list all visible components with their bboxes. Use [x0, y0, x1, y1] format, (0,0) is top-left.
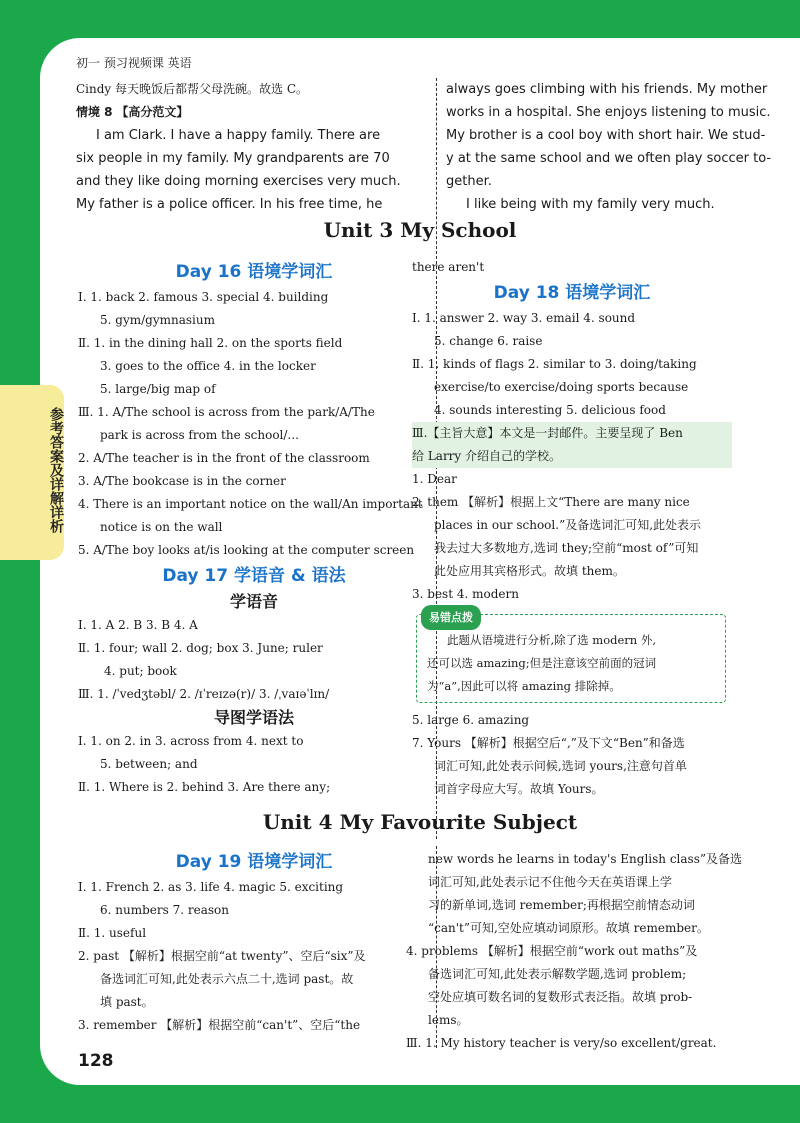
answer-line: Ⅲ. 1. My history teacher is very/so excellent/great. [406, 1036, 717, 1050]
answer-line: 空处应填可数名词的复数形式表泛指。故填 prob- [428, 990, 693, 1004]
tip-box [416, 611, 726, 703]
answer-line: Ⅱ. 1. Where is 2. behind 3. Are there any; [78, 780, 331, 794]
unit3-left-column [78, 258, 430, 799]
essay-line: I am Clark. I have a happy family. There are [96, 128, 381, 143]
answer-line: Ⅰ. 1. on 2. in 3. across from 4. next to [78, 734, 304, 748]
top-right-column [446, 78, 776, 216]
answer-line: 此处应用其宾格形式。故填 them。 [434, 564, 625, 578]
answer-line: Ⅰ. 1. back 2. famous 3. special 4. building [78, 290, 329, 304]
essay-line: I like being with my family very much. [466, 197, 715, 212]
answer-line: 4. put; book [104, 664, 177, 678]
unit-4-title: Unit 4 My Favourite Subject [262, 810, 578, 834]
answer-line: Ⅲ. 1. A/The school is across from the park/A/The [78, 405, 375, 419]
answer-line: 1. Dear [412, 472, 457, 486]
top-left-column [76, 78, 428, 216]
unit3-right-column [412, 256, 732, 801]
answer-line: Ⅰ. 1. French 2. as 3. life 4. magic 5. exciting [78, 880, 344, 894]
answer-line: 5. large/big map of [100, 382, 216, 396]
answer-line: Ⅰ. 1. answer 2. way 3. email 4. sound [412, 311, 636, 325]
phonics-subtitle: 学语音 [229, 592, 278, 611]
answer-line: Ⅱ. 1. four; wall 2. dog; box 3. June; ruler [78, 641, 323, 655]
running-header: 初一 预习视频课 英语 [76, 56, 192, 70]
answer-line: 词汇可知,此处表示记不住他今天在英语课上学 [428, 875, 672, 889]
answer-line: new words he learns in today's English class”及备选 [428, 852, 743, 866]
answer-line: 5. large 6. amazing [412, 713, 530, 727]
grammar-subtitle: 导图学语法 [213, 708, 294, 727]
answer-line: “can't”可知,空处应填动词原形。故填 remember。 [428, 921, 709, 935]
answer-line: 习的新单词,选词 remember;再根据空前情态动词 [428, 898, 695, 912]
essay-line: six people in my family. My grandparents are 70 [76, 151, 390, 166]
answer-line: 4. There is an important notice on the wall/An important [78, 497, 423, 511]
answer-line: Ⅱ. 1. kinds of flags 2. similar to 3. doing/taking [412, 357, 697, 371]
answer-line: 3. A/The bookcase is in the corner [78, 474, 286, 488]
essay-line: y at the same school and we often play soccer to- [446, 151, 772, 166]
day-19-title: Day 19 语境学词汇 [175, 852, 333, 872]
tip-line: 还可以选 amazing;但是注意该空前面的冠词 [427, 656, 657, 670]
answer-line: 5. between; and [100, 757, 198, 771]
essay-line: My brother is a cool boy with short hair. We stud- [446, 128, 766, 143]
answer-line: 词汇可知,此处表示问候,选词 yours,注意句首单 [434, 759, 687, 773]
essay-line: My father is a police officer. In his free time, he [76, 197, 383, 212]
tip-badge: 易错点拨 [421, 605, 481, 630]
answer-line: 6. numbers 7. reason [100, 903, 229, 917]
answer-line: 5. gym/gymnasium [100, 313, 215, 327]
answer-line: Ⅰ. 1. A 2. B 3. B 4. A [78, 618, 198, 632]
main-idea-line: 给 Larry 介绍自己的学校。 [412, 445, 732, 468]
answer-line: 7. Yours 【解析】根据空后“,”及下文“Ben”和备选 [412, 736, 685, 750]
tip-line: 此题从语境进行分析,除了选 modern 外, [447, 633, 657, 647]
scenario-heading [76, 101, 428, 124]
answer-line: 3. best 4. modern [412, 587, 519, 601]
tip-line: 为“a”,因此可以将 amazing 排除掉。 [427, 679, 621, 693]
main-idea-line: Ⅲ.【主旨大意】本文是一封邮件。主要呈现了 Ben [412, 422, 732, 445]
answer-line: there aren't [412, 260, 485, 274]
text-line: Cindy 每天晚饭后都帮父母洗碗。故选 C。 [76, 82, 309, 96]
answer-line: 2. them 【解析】根据上文“There are many nice [412, 495, 690, 509]
answer-line: places in our school.”及备选词汇可知,此处表示 [434, 518, 702, 532]
answer-line: notice is on the wall [100, 520, 223, 534]
unit4-right-column [406, 848, 743, 1055]
day-18-title: Day 18 语境学词汇 [493, 283, 651, 303]
answer-line: 3. remember 【解析】根据空前“can't”、空后“the [78, 1018, 361, 1032]
answer-line: Ⅱ. 1. useful [78, 926, 147, 940]
answer-line: 备选词汇可知,此处表示六点二十,选词 past。故 [100, 972, 354, 986]
side-tab-label: 参考答案及详解详析 [0, 385, 64, 560]
essay-line: works in a hospital. She enjoys listening to music. [446, 105, 771, 120]
answer-line: 2. A/The teacher is in the front of the classroom [78, 451, 370, 465]
answer-line: Ⅲ. 1. /ˈvedʒtəbl/ 2. /ɪˈreɪzə(r)/ 3. /ˌvaɪəˈlɪn/ [78, 687, 330, 701]
answer-line: 5. change 6. raise [434, 334, 543, 348]
scenario-label: 情境 8 [76, 105, 113, 119]
page-number: 128 [78, 1051, 114, 1071]
answer-line: 我去过大多数地方,选词 they;空前“most of”可知 [434, 541, 699, 555]
day-17-title: Day 17 学语音 & 语法 [162, 566, 346, 586]
scenario-tag: 【高分范文】 [116, 105, 189, 119]
answer-line: 4. sounds interesting 5. delicious food [434, 403, 666, 417]
essay-line: and they like doing morning exercises very much. [76, 174, 401, 189]
answer-line: 填 past。 [100, 995, 154, 1009]
answer-line: Ⅱ. 1. in the dining hall 2. on the sports field [78, 336, 343, 350]
essay-line: gether. [446, 174, 492, 189]
day-16-title: Day 16 语境学词汇 [175, 262, 333, 282]
answer-line: 词首字母应大写。故填 Yours。 [434, 782, 604, 796]
answer-line: 备选词汇可知,此处表示解数学题,选词 problem; [428, 967, 687, 981]
answer-line: 5. A/The boy looks at/is looking at the computer screen [78, 543, 415, 557]
answer-line: 3. goes to the office 4. in the locker [100, 359, 316, 373]
answer-line: 2. past 【解析】根据空前“at twenty”、空后“six”及 [78, 949, 366, 963]
answer-line: 4. problems 【解析】根据空前“work out maths”及 [406, 944, 698, 958]
unit4-left-column [78, 848, 430, 1037]
answer-page [40, 38, 800, 1085]
answer-line: exercise/to exercise/doing sports because [434, 380, 689, 394]
answer-line: park is across from the school/... [100, 428, 299, 442]
unit-3-title: Unit 3 My School [323, 218, 517, 242]
answer-line: lems。 [428, 1013, 469, 1027]
essay-line: always goes climbing with his friends. My mother [446, 82, 768, 97]
